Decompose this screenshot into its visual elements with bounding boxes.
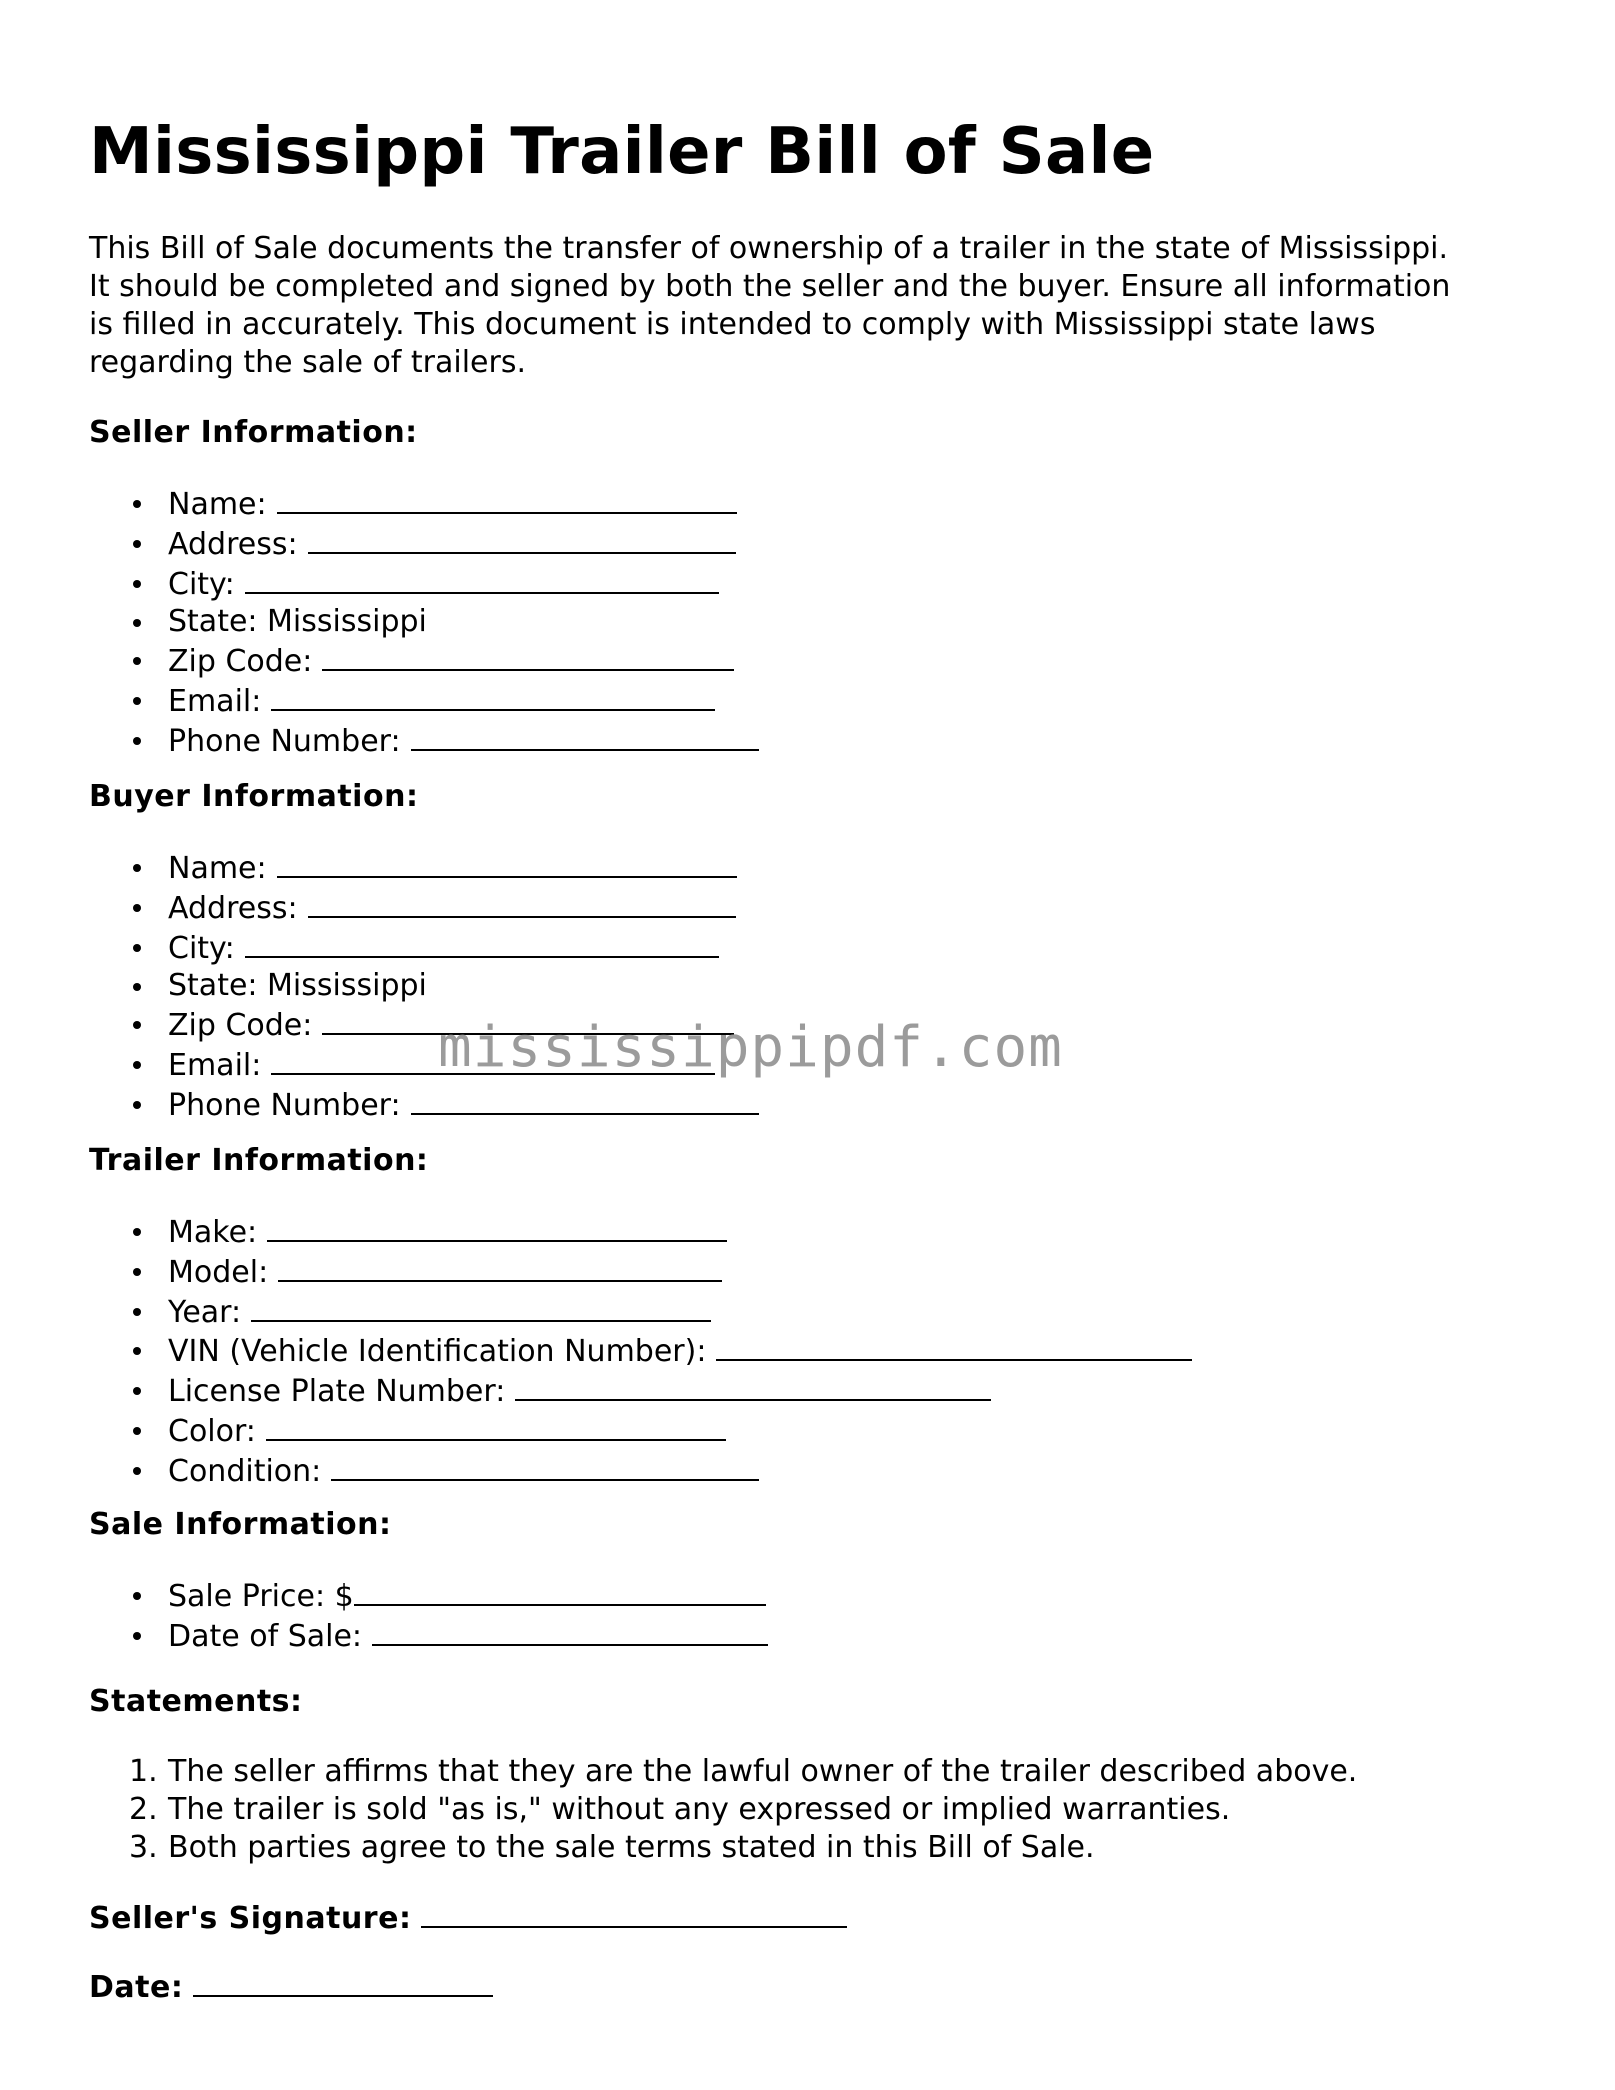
seller-email-field[interactable] [271,681,715,711]
list-item [89,1085,759,1125]
intro-paragraph [89,230,1529,382]
buyer-name-label: Name: [168,851,267,886]
seller-phone-label: Phone Number: [168,723,401,759]
trailer-plate-label: License Plate Number: [168,1374,506,1410]
intro-line: regarding the sale of trailers. [89,345,527,380]
seller-signature-line [89,1898,847,1938]
list-item [89,848,759,888]
list-item [89,721,759,761]
trailer-make-label: Make: [168,1215,258,1250]
buyer-city-label: City: [168,930,235,966]
trailer-condition-label: Condition: [168,1453,322,1489]
buyer-heading: Buyer Information: [89,779,419,814]
buyer-name-field[interactable] [277,848,737,878]
sale-heading: Sale Information: [89,1507,392,1542]
seller-state-text: State: Mississippi [168,604,427,640]
trailer-list [89,1212,1192,1491]
intro-line: This Bill of Sale documents the transfer of ownership of a trailer in the state of Mississippi. [89,231,1449,266]
trailer-model-label: Model: [168,1254,269,1290]
buyer-address-label: Address: [168,890,298,926]
buyer-city-field[interactable] [245,928,719,958]
trailer-condition-field[interactable] [331,1451,759,1481]
seller-city-field[interactable] [245,564,719,594]
buyer-zip-label: Zip Code: [168,1008,313,1044]
trailer-year-field[interactable] [251,1292,711,1322]
seller-signature-field[interactable] [421,1898,847,1928]
seller-email-label: Email: [168,683,262,719]
trailer-year-label: Year: [168,1294,242,1330]
seller-phone-field[interactable] [411,721,759,751]
signature-date-field[interactable] [193,1967,493,1997]
watermark: mississippipdf.com [438,1015,1063,1080]
signature-date-label: Date: [89,1970,184,2005]
buyer-list [89,848,759,1125]
list-item [89,1791,1357,1829]
seller-signature-label: Seller's Signature: [89,1901,412,1936]
list-item [89,484,759,524]
trailer-make-field[interactable] [267,1212,727,1242]
seller-zip-label: Zip Code: [168,644,313,680]
buyer-email-label: Email: [168,1047,262,1083]
statement-text: The trailer is sold "as is," without any expressed or implied warranties. [168,1791,1231,1827]
list-item [89,1292,1192,1332]
buyer-address-field[interactable] [308,888,736,918]
signature-date-line [89,1967,493,2007]
list-item [89,641,759,681]
trailer-model-field[interactable] [278,1252,722,1282]
statement-number: 2. [129,1791,158,1827]
list-item [89,928,759,968]
statements-heading: Statements: [89,1684,303,1719]
sale-list [89,1576,768,1656]
list-item [89,1829,1357,1867]
list-item [89,1331,1192,1371]
intro-line: is filled in accurately. This document is intended to comply with Mississippi state laws [89,307,1376,342]
list-item [89,1371,1192,1411]
statement-number: 1. [129,1754,158,1789]
page-title: Mississippi Trailer Bill of Sale [89,115,1155,189]
sale-price-label: Sale Price: $ [168,1579,354,1614]
statement-number: 3. [129,1829,158,1865]
buyer-phone-field[interactable] [411,1085,759,1115]
list-item [89,1616,768,1656]
list-item [89,564,759,604]
intro-line: It should be completed and signed by both the seller and the buyer. Ensure all information [89,269,1451,304]
buyer-state-text: State: Mississippi [168,968,427,1004]
list-item [89,888,759,928]
seller-address-label: Address: [168,526,298,562]
seller-name-field[interactable] [277,484,737,514]
trailer-vin-field[interactable] [716,1331,1192,1361]
seller-zip-field[interactable] [322,641,734,671]
list-item [89,1753,1357,1791]
trailer-color-field[interactable] [266,1411,726,1441]
statement-text: The seller affirms that they are the lawful owner of the trailer described above. [168,1754,1358,1789]
list-item [89,1451,1192,1491]
seller-heading: Seller Information: [89,415,418,450]
trailer-plate-field[interactable] [515,1371,991,1401]
list-item [89,1212,1192,1252]
seller-list [89,484,759,761]
seller-address-field[interactable] [308,524,736,554]
list-item [89,603,759,641]
sale-date-label: Date of Sale: [168,1618,363,1654]
list-item [89,524,759,564]
trailer-heading: Trailer Information: [89,1143,429,1178]
seller-city-label: City: [168,566,235,602]
statements-list [89,1753,1357,1866]
sale-date-field[interactable] [372,1616,768,1646]
list-item [89,681,759,721]
seller-name-label: Name: [168,487,267,522]
list-item [89,1411,1192,1451]
sale-price-field[interactable] [354,1576,766,1606]
trailer-vin-label: VIN (Vehicle Identification Number): [168,1334,707,1370]
trailer-color-label: Color: [168,1413,256,1449]
list-item [89,1252,1192,1292]
list-item [89,1576,768,1616]
buyer-phone-label: Phone Number: [168,1087,401,1123]
list-item [89,967,759,1005]
statement-text: Both parties agree to the sale terms stated in this Bill of Sale. [168,1829,1095,1865]
